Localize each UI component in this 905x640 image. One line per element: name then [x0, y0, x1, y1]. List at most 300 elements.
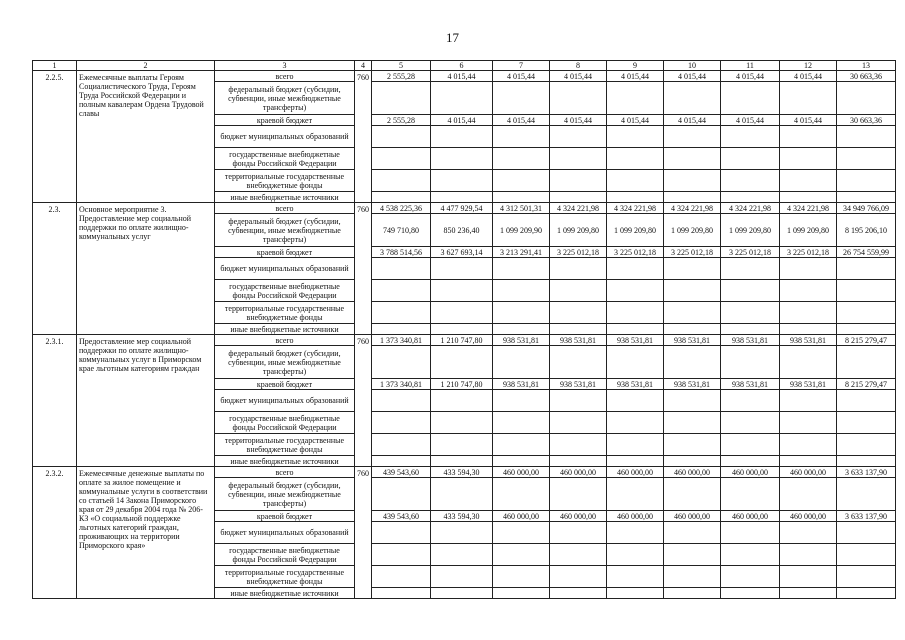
year-value-cell: 1 210 747,80: [431, 335, 493, 346]
funding-source: государственные внебюджетные фонды Российской Федерации: [215, 544, 355, 566]
year-value-cell: [607, 346, 664, 379]
year-value-cell: [431, 544, 493, 566]
year-value-cell: [431, 566, 493, 588]
year-value-cell: [780, 566, 837, 588]
year-value-cell: [664, 258, 721, 280]
year-value-cell: [550, 434, 607, 456]
year-value-cell: 938 531,81: [493, 335, 550, 346]
year-value-cell: [372, 346, 431, 379]
year-value-cell: [550, 126, 607, 148]
year-value-cell: [550, 412, 607, 434]
year-value-cell: 4 477 929,54: [431, 203, 493, 214]
year-value-cell: 938 531,81: [493, 379, 550, 390]
funding-source: территориальные государственные внебюджетные фонды: [215, 302, 355, 324]
item-title: Предоставление мер социальной поддержки по оплате жилищно-коммунальных услуг в Приморском крае льготным категориям граждан: [77, 335, 215, 467]
year-value-cell: [780, 588, 837, 599]
year-value-cell: [721, 566, 780, 588]
header-cell: 1: [33, 61, 77, 71]
year-value-cell: [607, 456, 664, 467]
total-cell: [837, 302, 896, 324]
year-value-cell: [372, 544, 431, 566]
year-value-cell: [550, 82, 607, 115]
year-value-cell: [372, 588, 431, 599]
year-value-cell: [550, 170, 607, 192]
year-value-cell: [431, 192, 493, 203]
year-value-cell: [607, 544, 664, 566]
year-value-cell: 749 710,80: [372, 214, 431, 247]
table-row: [33, 467, 896, 478]
year-value-cell: 3 627 693,14: [431, 247, 493, 258]
year-value-cell: 3 213 291,41: [493, 247, 550, 258]
item-title: Основное мероприятие 3. Предоставление мер социальной поддержки по оплате жилищно-коммунальных услуг: [77, 203, 215, 335]
total-cell: [837, 280, 896, 302]
year-value-cell: [607, 566, 664, 588]
year-value-cell: 4 324 221,98: [780, 203, 837, 214]
year-value-cell: 1 099 209,80: [664, 214, 721, 247]
year-value-cell: 3 788 514,56: [372, 247, 431, 258]
year-value-cell: 4 015,44: [550, 71, 607, 82]
ministry-code: 760: [355, 335, 372, 467]
year-value-cell: [780, 148, 837, 170]
year-value-cell: [664, 456, 721, 467]
year-value-cell: [780, 258, 837, 280]
year-value-cell: [780, 544, 837, 566]
year-value-cell: [607, 170, 664, 192]
funding-source: всего: [215, 467, 355, 478]
year-value-cell: 938 531,81: [607, 379, 664, 390]
year-value-cell: 938 531,81: [664, 379, 721, 390]
year-value-cell: [721, 434, 780, 456]
year-value-cell: [664, 148, 721, 170]
table-body: [33, 61, 896, 599]
funding-source: иные внебюджетные источники: [215, 588, 355, 599]
year-value-cell: 4 324 221,98: [664, 203, 721, 214]
total-cell: 3 633 137,90: [837, 511, 896, 522]
item-title: Ежемесячные денежные выплаты по оплате за жилое помещение и коммунальные услуги в соответствии со статьей 14 Закона Приморского края от 29 декабря 2004 года № 206-КЗ «О социальной поддержке льготных категорий граждан, проживающих на территории Приморского края»: [77, 467, 215, 599]
header-cell: 12: [780, 61, 837, 71]
year-value-cell: [431, 82, 493, 115]
year-value-cell: [550, 258, 607, 280]
ministry-code: 760: [355, 203, 372, 335]
header-cell: 5: [372, 61, 431, 71]
year-value-cell: [664, 588, 721, 599]
year-value-cell: 460 000,00: [607, 467, 664, 478]
funding-source: федеральный бюджет (субсидии, субвенции, иные межбюджетные трансферты): [215, 346, 355, 379]
year-value-cell: [372, 126, 431, 148]
funding-source: краевой бюджет: [215, 247, 355, 258]
year-value-cell: [431, 346, 493, 379]
funding-source: иные внебюджетные источники: [215, 192, 355, 203]
year-value-cell: 1 373 340,81: [372, 335, 431, 346]
year-value-cell: [372, 412, 431, 434]
total-cell: [837, 324, 896, 335]
total-cell: 8 215 279,47: [837, 335, 896, 346]
header-cell: 7: [493, 61, 550, 71]
total-cell: [837, 544, 896, 566]
year-value-cell: [550, 478, 607, 511]
year-value-cell: [550, 192, 607, 203]
year-value-cell: [372, 390, 431, 412]
item-code: 2.2.5.: [33, 71, 77, 203]
year-value-cell: [721, 302, 780, 324]
year-value-cell: [721, 192, 780, 203]
year-value-cell: [493, 412, 550, 434]
year-value-cell: 460 000,00: [550, 511, 607, 522]
year-value-cell: [372, 566, 431, 588]
year-value-cell: 938 531,81: [664, 335, 721, 346]
year-value-cell: [607, 148, 664, 170]
year-value-cell: 433 594,30: [431, 467, 493, 478]
total-cell: [837, 346, 896, 379]
year-value-cell: [493, 456, 550, 467]
year-value-cell: [550, 324, 607, 335]
year-value-cell: [607, 82, 664, 115]
funding-source: государственные внебюджетные фонды Российской Федерации: [215, 412, 355, 434]
year-value-cell: [493, 148, 550, 170]
header-cell: 11: [721, 61, 780, 71]
year-value-cell: [550, 522, 607, 544]
year-value-cell: 439 543,60: [372, 467, 431, 478]
year-value-cell: 460 000,00: [493, 511, 550, 522]
funding-source: бюджет муниципальных образований: [215, 258, 355, 280]
year-value-cell: [493, 522, 550, 544]
year-value-cell: 4 015,44: [664, 71, 721, 82]
funding-source: краевой бюджет: [215, 511, 355, 522]
year-value-cell: 460 000,00: [493, 467, 550, 478]
year-value-cell: [607, 434, 664, 456]
year-value-cell: [721, 544, 780, 566]
header-cell: 8: [550, 61, 607, 71]
year-value-cell: [664, 170, 721, 192]
year-value-cell: [431, 148, 493, 170]
item-code: 2.3.: [33, 203, 77, 335]
year-value-cell: 433 594,30: [431, 511, 493, 522]
year-value-cell: [780, 302, 837, 324]
header-cell: 6: [431, 61, 493, 71]
year-value-cell: [780, 412, 837, 434]
year-value-cell: [493, 302, 550, 324]
year-value-cell: [372, 280, 431, 302]
year-value-cell: [493, 478, 550, 511]
ministry-code: 760: [355, 467, 372, 599]
year-value-cell: 460 000,00: [721, 511, 780, 522]
funding-source: бюджет муниципальных образований: [215, 126, 355, 148]
year-value-cell: [664, 324, 721, 335]
year-value-cell: 4 015,44: [431, 71, 493, 82]
year-value-cell: 938 531,81: [780, 335, 837, 346]
year-value-cell: [372, 82, 431, 115]
page-number: 17: [446, 30, 459, 45]
year-value-cell: [431, 126, 493, 148]
total-cell: 30 663,36: [837, 115, 896, 126]
total-cell: [837, 478, 896, 511]
budget-table: [32, 60, 896, 599]
year-value-cell: [664, 302, 721, 324]
year-value-cell: 4 015,44: [493, 115, 550, 126]
year-value-cell: [721, 82, 780, 115]
year-value-cell: [607, 588, 664, 599]
total-cell: [837, 566, 896, 588]
year-value-cell: [664, 346, 721, 379]
year-value-cell: [664, 478, 721, 511]
year-value-cell: [607, 390, 664, 412]
header-cell: 3: [215, 61, 355, 71]
year-value-cell: [493, 82, 550, 115]
total-cell: 8 215 279,47: [837, 379, 896, 390]
funding-source: краевой бюджет: [215, 115, 355, 126]
year-value-cell: [431, 478, 493, 511]
year-value-cell: [721, 126, 780, 148]
year-value-cell: 1 099 209,90: [493, 214, 550, 247]
year-value-cell: 460 000,00: [780, 467, 837, 478]
funding-source: федеральный бюджет (субсидии, субвенции, иные межбюджетные трансферты): [215, 214, 355, 247]
ministry-code: 760: [355, 71, 372, 203]
year-value-cell: 4 015,44: [550, 115, 607, 126]
item-title: Ежемесячные выплаты Героям Социалистического Труда, Героям Труда Российской Федерации и полным кавалерам Ордена Трудовой славы: [77, 71, 215, 203]
year-value-cell: [664, 192, 721, 203]
year-value-cell: 4 015,44: [721, 71, 780, 82]
year-value-cell: 4 324 221,98: [721, 203, 780, 214]
year-value-cell: [431, 390, 493, 412]
year-value-cell: [721, 346, 780, 379]
total-cell: 26 754 559,99: [837, 247, 896, 258]
year-value-cell: [550, 302, 607, 324]
funding-source: территориальные государственные внебюджетные фонды: [215, 170, 355, 192]
header-cell: 10: [664, 61, 721, 71]
year-value-cell: [550, 588, 607, 599]
year-value-cell: 3 225 012,18: [664, 247, 721, 258]
year-value-cell: [550, 346, 607, 379]
year-value-cell: [493, 434, 550, 456]
year-value-cell: [550, 148, 607, 170]
year-value-cell: [493, 544, 550, 566]
year-value-cell: [780, 390, 837, 412]
year-value-cell: 1 099 209,80: [721, 214, 780, 247]
year-value-cell: [664, 412, 721, 434]
year-value-cell: [431, 522, 493, 544]
year-value-cell: 2 555,28: [372, 115, 431, 126]
year-value-cell: [607, 478, 664, 511]
table-row: [33, 71, 896, 82]
funding-source: иные внебюджетные источники: [215, 324, 355, 335]
year-value-cell: [780, 192, 837, 203]
funding-source: всего: [215, 335, 355, 346]
year-value-cell: [493, 346, 550, 379]
year-value-cell: [550, 280, 607, 302]
year-value-cell: [607, 412, 664, 434]
year-value-cell: [372, 456, 431, 467]
total-cell: [837, 456, 896, 467]
year-value-cell: 3 225 012,18: [607, 247, 664, 258]
funding-source: государственные внебюджетные фонды Российской Федерации: [215, 280, 355, 302]
funding-source: краевой бюджет: [215, 379, 355, 390]
total-cell: 3 633 137,90: [837, 467, 896, 478]
total-cell: [837, 170, 896, 192]
table-row: [33, 203, 896, 214]
year-value-cell: [780, 324, 837, 335]
year-value-cell: 938 531,81: [780, 379, 837, 390]
year-value-cell: 938 531,81: [607, 335, 664, 346]
year-value-cell: 439 543,60: [372, 511, 431, 522]
year-value-cell: [721, 280, 780, 302]
year-value-cell: [372, 324, 431, 335]
year-value-cell: [721, 412, 780, 434]
year-value-cell: [493, 588, 550, 599]
total-cell: [837, 192, 896, 203]
year-value-cell: [664, 522, 721, 544]
year-value-cell: [550, 390, 607, 412]
year-value-cell: 460 000,00: [607, 511, 664, 522]
year-value-cell: [721, 148, 780, 170]
year-value-cell: 4 015,44: [780, 71, 837, 82]
year-value-cell: 4 015,44: [493, 71, 550, 82]
total-cell: [837, 82, 896, 115]
year-value-cell: [372, 170, 431, 192]
year-value-cell: 4 324 221,98: [550, 203, 607, 214]
total-cell: 34 949 766,09: [837, 203, 896, 214]
year-value-cell: [721, 324, 780, 335]
year-value-cell: [664, 280, 721, 302]
year-value-cell: 4 015,44: [664, 115, 721, 126]
year-value-cell: [780, 456, 837, 467]
year-value-cell: [431, 434, 493, 456]
total-cell: [837, 390, 896, 412]
total-cell: 8 195 206,10: [837, 214, 896, 247]
year-value-cell: [780, 434, 837, 456]
year-value-cell: [431, 412, 493, 434]
year-value-cell: [550, 544, 607, 566]
year-value-cell: [372, 522, 431, 544]
year-value-cell: [550, 566, 607, 588]
year-value-cell: [493, 324, 550, 335]
year-value-cell: [780, 126, 837, 148]
year-value-cell: [431, 588, 493, 599]
year-value-cell: [493, 390, 550, 412]
year-value-cell: 4 538 225,36: [372, 203, 431, 214]
total-cell: [837, 126, 896, 148]
year-value-cell: [607, 126, 664, 148]
year-value-cell: 938 531,81: [550, 335, 607, 346]
year-value-cell: [493, 566, 550, 588]
year-value-cell: [664, 434, 721, 456]
header-cell: 2: [77, 61, 215, 71]
year-value-cell: [664, 126, 721, 148]
total-cell: [837, 258, 896, 280]
year-value-cell: [372, 258, 431, 280]
year-value-cell: 4 015,44: [721, 115, 780, 126]
item-code: 2.3.2.: [33, 467, 77, 599]
header-cell: 13: [837, 61, 896, 71]
year-value-cell: [721, 456, 780, 467]
year-value-cell: 4 015,44: [780, 115, 837, 126]
table-row: [33, 335, 896, 346]
year-value-cell: [721, 522, 780, 544]
year-value-cell: 460 000,00: [780, 511, 837, 522]
year-value-cell: [431, 302, 493, 324]
year-value-cell: 3 225 012,18: [721, 247, 780, 258]
year-value-cell: [372, 478, 431, 511]
year-value-cell: [550, 456, 607, 467]
year-value-cell: [607, 302, 664, 324]
year-value-cell: [721, 170, 780, 192]
year-value-cell: [493, 170, 550, 192]
year-value-cell: [780, 522, 837, 544]
year-value-cell: [664, 390, 721, 412]
header-cell: 4: [355, 61, 372, 71]
year-value-cell: [780, 346, 837, 379]
funding-source: государственные внебюджетные фонды Российской Федерации: [215, 148, 355, 170]
year-value-cell: 460 000,00: [550, 467, 607, 478]
year-value-cell: 3 225 012,18: [550, 247, 607, 258]
year-value-cell: [780, 478, 837, 511]
year-value-cell: 4 015,44: [607, 71, 664, 82]
funding-source: территориальные государственные внебюджетные фонды: [215, 434, 355, 456]
year-value-cell: 938 531,81: [550, 379, 607, 390]
year-value-cell: 4 324 221,98: [607, 203, 664, 214]
year-value-cell: 850 236,40: [431, 214, 493, 247]
funding-source: всего: [215, 203, 355, 214]
year-value-cell: [607, 258, 664, 280]
year-value-cell: 3 225 012,18: [780, 247, 837, 258]
year-value-cell: [721, 258, 780, 280]
year-value-cell: [372, 148, 431, 170]
year-value-cell: [607, 324, 664, 335]
year-value-cell: 460 000,00: [664, 467, 721, 478]
item-code: 2.3.1.: [33, 335, 77, 467]
funding-source: иные внебюджетные источники: [215, 456, 355, 467]
year-value-cell: [664, 544, 721, 566]
funding-source: федеральный бюджет (субсидии, субвенции, иные межбюджетные трансферты): [215, 478, 355, 511]
year-value-cell: [780, 82, 837, 115]
year-value-cell: 2 555,28: [372, 71, 431, 82]
year-value-cell: [372, 434, 431, 456]
year-value-cell: [493, 126, 550, 148]
year-value-cell: [607, 280, 664, 302]
year-value-cell: [431, 170, 493, 192]
funding-source: бюджет муниципальных образований: [215, 390, 355, 412]
year-value-cell: 938 531,81: [721, 379, 780, 390]
year-value-cell: [664, 82, 721, 115]
total-cell: [837, 412, 896, 434]
year-value-cell: [780, 280, 837, 302]
total-cell: [837, 434, 896, 456]
year-value-cell: [431, 456, 493, 467]
year-value-cell: [431, 280, 493, 302]
funding-source: бюджет муниципальных образований: [215, 522, 355, 544]
year-value-cell: [607, 192, 664, 203]
year-value-cell: [493, 258, 550, 280]
year-value-cell: 938 531,81: [721, 335, 780, 346]
year-value-cell: [431, 258, 493, 280]
year-value-cell: 460 000,00: [721, 467, 780, 478]
year-value-cell: [721, 390, 780, 412]
funding-source: федеральный бюджет (субсидии, субвенции, иные межбюджетные трансферты): [215, 82, 355, 115]
year-value-cell: 4 015,44: [431, 115, 493, 126]
year-value-cell: [780, 170, 837, 192]
year-value-cell: 1 210 747,80: [431, 379, 493, 390]
funding-source: территориальные государственные внебюджетные фонды: [215, 566, 355, 588]
year-value-cell: 460 000,00: [664, 511, 721, 522]
total-cell: [837, 522, 896, 544]
year-value-cell: 1 099 209,80: [607, 214, 664, 247]
year-value-cell: [721, 478, 780, 511]
year-value-cell: [607, 522, 664, 544]
year-value-cell: 4 015,44: [607, 115, 664, 126]
year-value-cell: [493, 192, 550, 203]
year-value-cell: [493, 280, 550, 302]
year-value-cell: [372, 302, 431, 324]
year-value-cell: 4 312 501,31: [493, 203, 550, 214]
